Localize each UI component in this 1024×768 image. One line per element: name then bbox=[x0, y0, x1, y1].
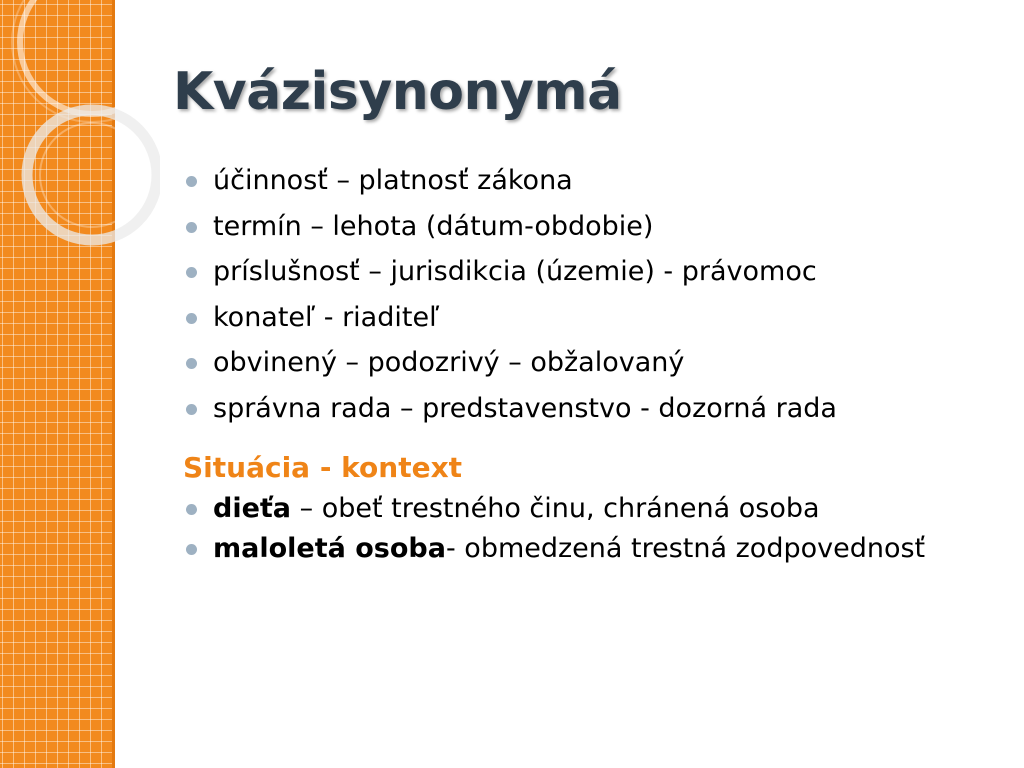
bullet-dot-icon bbox=[186, 313, 197, 324]
list-item: obvinený – podozrivý – obžalovaný bbox=[183, 348, 983, 378]
list-item: účinnosť – platnosť zákona bbox=[183, 166, 983, 196]
bullet-dot-icon bbox=[186, 176, 197, 187]
list-item bbox=[183, 494, 983, 524]
list-item: príslušnosť – jurisdikcia (územie) - právomoc bbox=[183, 257, 983, 287]
section-heading: Situácia - kontext bbox=[183, 450, 463, 484]
decorative-circles-icon bbox=[0, 0, 160, 260]
bullet-dot-icon bbox=[186, 504, 197, 515]
term-description: – obeť trestného činu, chránená osoba bbox=[291, 492, 820, 524]
list-item bbox=[183, 534, 983, 564]
bullet-dot-icon bbox=[186, 267, 197, 278]
term: dieťa bbox=[213, 492, 292, 524]
term: maloletá osoba bbox=[213, 532, 446, 564]
list-item: konateľ - riaditeľ bbox=[183, 303, 983, 333]
bullet-dot-icon bbox=[186, 544, 197, 555]
slide-title: Kvázisynonymá bbox=[173, 62, 622, 122]
bullet-dot-icon bbox=[186, 404, 197, 415]
section-bullet-list bbox=[183, 494, 983, 564]
term-description: - obmedzená trestná zodpovednosť bbox=[445, 532, 926, 564]
slide-content bbox=[183, 166, 983, 574]
bullet-dot-icon bbox=[186, 222, 197, 233]
bullet-dot-icon bbox=[186, 358, 197, 369]
list-item: termín – lehota (dátum-obdobie) bbox=[183, 212, 983, 242]
bullet-list bbox=[183, 166, 983, 424]
list-item: správna rada – predstavenstvo - dozorná rada bbox=[183, 394, 983, 424]
